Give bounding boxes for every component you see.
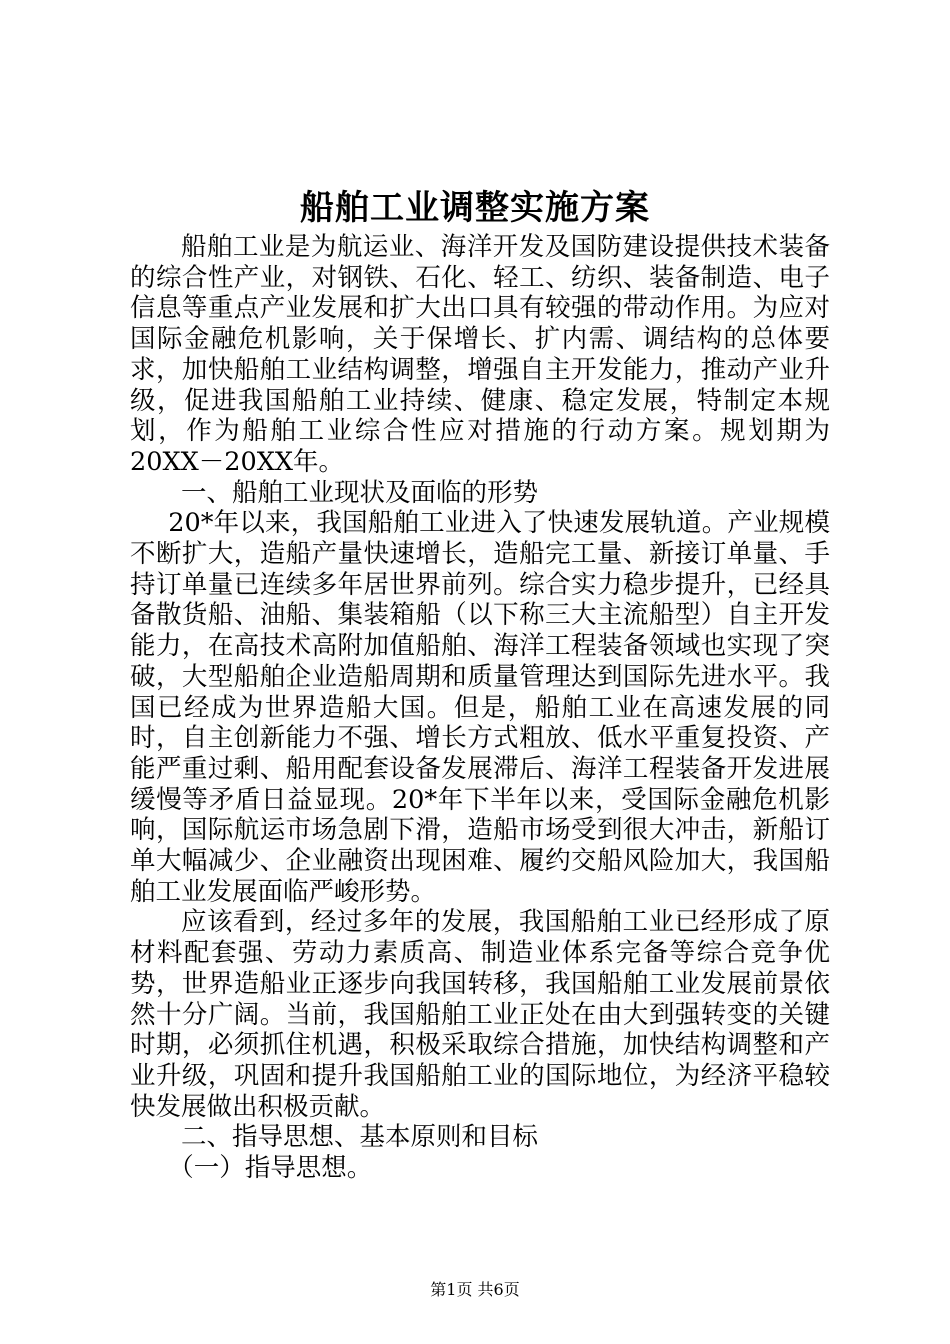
document-body [130,232,830,1184]
document-title: 船舶工业调整实施方案 [300,188,650,228]
page-footer: 第1页 共6页 [430,1280,520,1299]
section-heading-1: 一、船舶工业现状及面临的形势 [181,477,539,508]
section-heading-2: 二、指导思想、基本原则和目标 [181,1122,539,1153]
subsection-heading-1: （一）指导思想。 [168,1153,373,1184]
status-paragraph: 20*年以来，我国船舶工业进入了快速发展轨道。产业规模不断扩大，造船产量快速增长，造船完工量、新接订单量、手持订单量已连续多年居世界前列。综合实力稳步提升，已经具备散货船、油船、集装箱船（以下称三大主流船型）自主开发能力，在高技术高附加值船舶、海洋工程装备领域也实现了突破，大型船舶企业造船周期和质量管理达到国际先进水平。我国已经成为世界造船大国。但是，船舶工业在高速发展的同时，自主创新能力不强、增长方式粗放、低水平重复投资、产能严重过剩、船用配套设备发展滞后、海洋工程装备开发进展缓慢等矛盾日益显现。20*年下半年以来，受国际金融危机影响，国际航运市场急剧下滑，造船市场受到很大冲击，新船订单大幅减少、企业融资出现困难、履约交船风险加大，我国船舶工业发展面临严峻形势。 [130,508,830,907]
outlook-paragraph: 应该看到，经过多年的发展，我国船舶工业已经形成了原材料配套强、劳动力素质高、制造业体系完备等综合竞争优势，世界造船业正逐步向我国转移，我国船舶工业发展前景依然十分广阔。当前，我国船舶工业正处在由大到强转变的关键时期，必须抓住机遇，积极采取综合措施，加快结构调整和产业升级，巩固和提升我国船舶工业的国际地位，为经济平稳较快发展做出积极贡献。 [130,907,830,1122]
intro-paragraph: 船舶工业是为航运业、海洋开发及国防建设提供技术装备的综合性产业，对钢铁、石化、轻工、纺织、装备制造、电子信息等重点产业发展和扩大出口具有较强的带动作用。为应对国际金融危机影响，关于保增长、扩内需、调结构的总体要求，加快船舶工业结构调整，增强自主开发能力，推动产业升级，促进我国船舶工业持续、健康、稳定发展，特制定本规划，作为船舶工业综合性应对措施的行动方案。规划期为20XX－20XX年。 [130,232,830,477]
